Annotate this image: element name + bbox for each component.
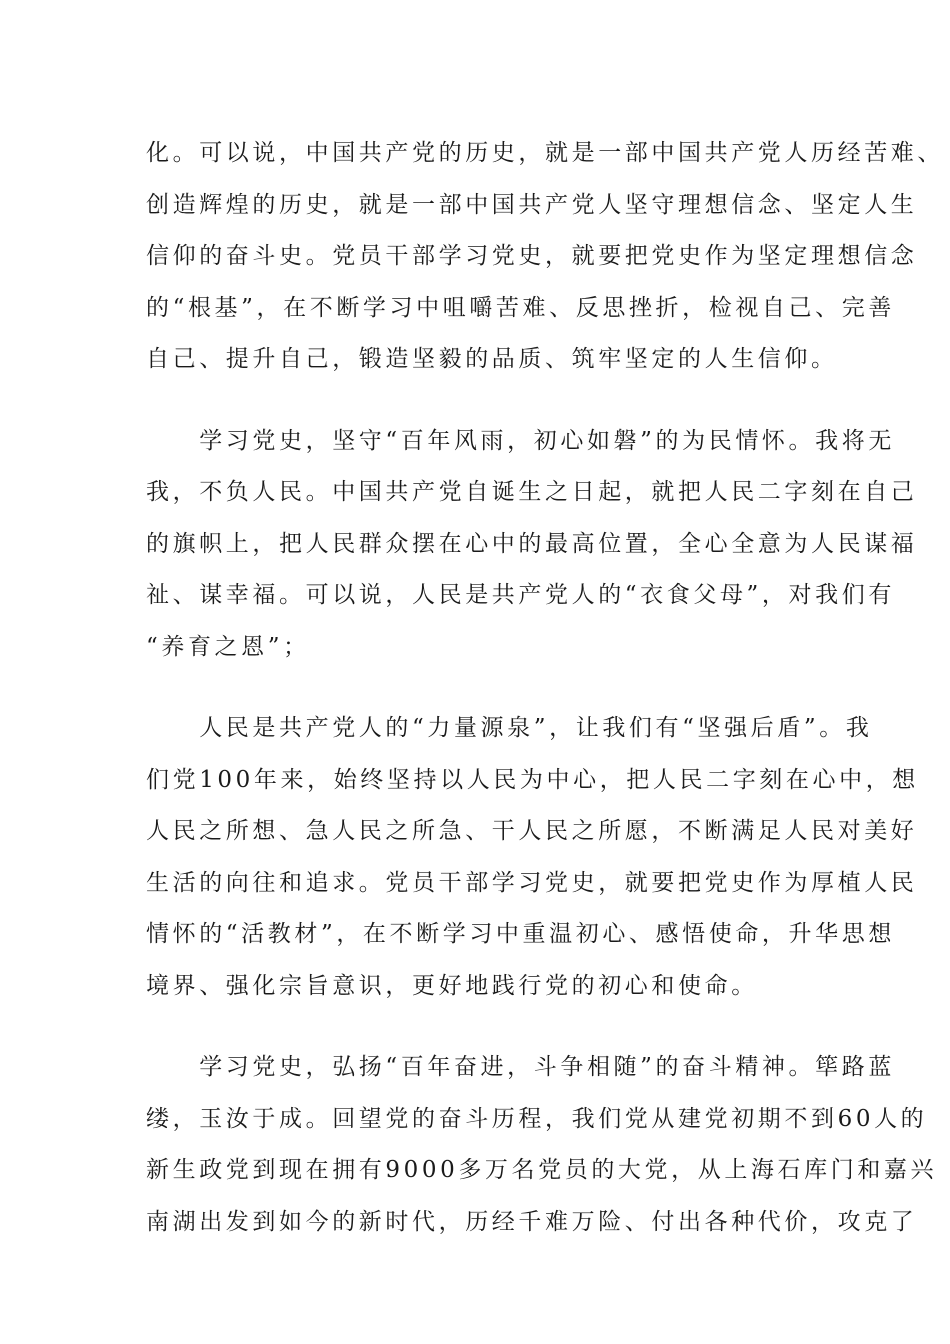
paragraph-3 [146,703,919,1012]
text-line: 学习党史，坚守“百年风雨，初心如磐”的为民情怀。我将无 [146,427,895,454]
text-line: 缕，玉汝于成。回望党的奋斗历程，我们党从建党初期不到60人的 [146,1105,928,1132]
text-line: 人民之所想、急人民之所急、干人民之所愿，不断满足人民对美好 [146,818,918,844]
text-line: 境界、强化宗旨意识，更好地践行党的初心和使命。 [146,972,758,999]
document-page [146,128,944,1248]
text-line: 化。可以说，中国共产党的历史，就是一部中国共产党人历经苦难、 [146,140,944,166]
text-line: 学习党史，弘扬“百年奋进，斗争相随”的奋斗精神。筚路蓝 [146,1054,895,1080]
text-line: 的“根基”，在不断学习中咀嚼苦难、反思挫折，检视自己、完善 [146,294,895,321]
text-line: 情怀的“活教材”，在不断学习中重温初心、感悟使命，升华思想 [146,921,895,947]
text-line: 新生政党到现在拥有9000多万名党员的大党，从上海石库门和嘉兴 [146,1157,938,1183]
text-line: 南湖出发到如今的新时代，历经千难万险、付出各种代价，攻克了 [146,1208,918,1235]
text-line: 人民是共产党人的“力量源泉”，让我们有“坚强后盾”。我 [146,715,873,741]
text-line: 们党100年来，始终坚持以人民为中心，把人民二字刻在心中，想 [146,766,919,793]
text-line: 的旗帜上，把人民群众摆在心中的最高位置，全心全意为人民谋福 [146,530,918,557]
paragraph-4 [146,1042,938,1248]
text-line: 我，不负人民。中国共产党自诞生之日起，就把人民二字刻在自己 [146,479,918,505]
text-line: “养育之恩”； [146,633,310,660]
text-line: 祉、谋幸福。可以说，人民是共产党人的“衣食父母”，对我们有 [146,582,895,608]
text-line: 信仰的奋斗史。党员干部学习党史，就要把党史作为坚定理想信念 [146,243,918,269]
text-line: 自己、提升自己，锻造坚毅的品质、筑牢坚定的人生信仰。 [146,346,838,372]
text-line: 生活的向往和追求。党员干部学习党史，就要把党史作为厚植人民 [146,869,918,896]
paragraph-1 [146,128,944,386]
paragraph-2 [146,416,918,674]
text-line: 创造辉煌的历史，就是一部中国共产党人坚守理想信念、坚定人生 [146,191,918,218]
